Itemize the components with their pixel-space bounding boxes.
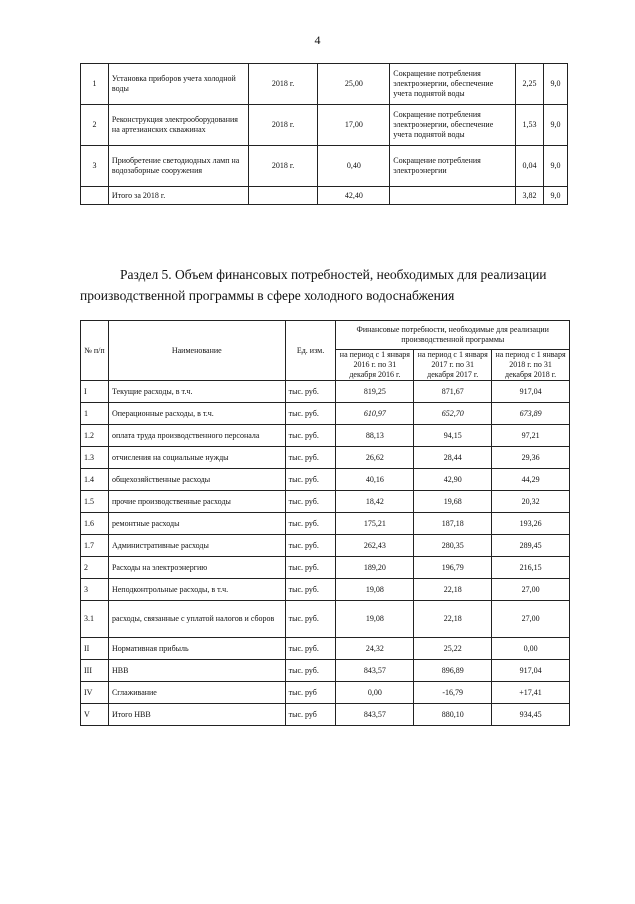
cell-unit: тыс. руб. — [285, 469, 336, 491]
table-row — [81, 579, 570, 601]
cell-b: 187,18 — [414, 513, 492, 535]
cell-name: Установка приборов учета холодной воды — [108, 64, 248, 105]
cell-num: 1.2 — [81, 425, 109, 447]
cell-b: -16,79 — [414, 682, 492, 704]
cell-unit: тыс. руб. — [285, 513, 336, 535]
header-period-2018: на период с 1 января 2018 г. по 31 декабря 2018 г. — [492, 350, 570, 381]
empty-cell — [81, 187, 109, 205]
table-row — [81, 146, 568, 187]
table-row — [81, 64, 568, 105]
cell-a: 24,32 — [336, 638, 414, 660]
cell-num: IV — [81, 682, 109, 704]
cell-cost: 17,00 — [318, 105, 390, 146]
cell-num: 1 — [81, 64, 109, 105]
cell-b: 94,15 — [414, 425, 492, 447]
cell-c: 0,00 — [492, 638, 570, 660]
cell-c: 97,21 — [492, 425, 570, 447]
cell-effect: Сокращение потребления электроэнергии, обеспечение учета поднятой воды — [390, 105, 516, 146]
cell-a: 0,00 — [336, 682, 414, 704]
cell-a: 18,42 — [336, 491, 414, 513]
cell-c: 27,00 — [492, 601, 570, 638]
cell-unit: тыс. руб. — [285, 425, 336, 447]
cell-name: НВВ — [108, 660, 285, 682]
financial-needs-table — [80, 320, 570, 726]
section-heading: Раздел 5. Объем финансовых потребностей, необходимых для реализации производственной программы в сфере холодного водоснабжения — [80, 267, 547, 303]
cell-b: 22,18 — [414, 601, 492, 638]
cell-unit: тыс. руб. — [285, 579, 336, 601]
cell-c: 20,32 — [492, 491, 570, 513]
cell-unit: тыс. руб. — [285, 535, 336, 557]
cell-num: 3 — [81, 579, 109, 601]
cell-c: 673,89 — [492, 403, 570, 425]
cell-b: 19,68 — [414, 491, 492, 513]
measures-table — [80, 63, 568, 205]
table-row — [81, 469, 570, 491]
cell-year: 2018 г. — [248, 105, 318, 146]
cell-v2: 9,0 — [543, 146, 567, 187]
table-row — [81, 638, 570, 660]
cell-c: 934,45 — [492, 704, 570, 726]
cell-num: V — [81, 704, 109, 726]
cell-b: 25,22 — [414, 638, 492, 660]
cell-name: Операционные расходы, в т.ч. — [108, 403, 285, 425]
table-row — [81, 660, 570, 682]
cell-cost: 0,40 — [318, 146, 390, 187]
table-row — [81, 682, 570, 704]
cell-unit: тыс. руб. — [285, 447, 336, 469]
cell-a: 843,57 — [336, 704, 414, 726]
cell-effect: Сокращение потребления электроэнергии — [390, 146, 516, 187]
cell-a: 189,20 — [336, 557, 414, 579]
cell-name: Реконструкция электрооборудования на артезианских скважинах — [108, 105, 248, 146]
table-row — [81, 105, 568, 146]
total-v2: 9,0 — [543, 187, 567, 205]
cell-num: II — [81, 638, 109, 660]
total-name: Итого за 2018 г. — [108, 187, 248, 205]
cell-unit: тыс. руб. — [285, 601, 336, 638]
cell-b: 42,90 — [414, 469, 492, 491]
cell-name: расходы, связанные с уплатой налогов и сборов — [108, 601, 285, 638]
cell-v1: 2,25 — [516, 64, 544, 105]
cell-num: III — [81, 660, 109, 682]
cell-num: 1.6 — [81, 513, 109, 535]
cell-name: Текущие расходы, в т.ч. — [108, 381, 285, 403]
cell-name: отчисления на социальные нужды — [108, 447, 285, 469]
cell-num: 1.3 — [81, 447, 109, 469]
cell-c: 917,04 — [492, 660, 570, 682]
cell-year: 2018 г. — [248, 146, 318, 187]
cell-num: 2 — [81, 557, 109, 579]
cell-b: 871,67 — [414, 381, 492, 403]
cell-cost: 25,00 — [318, 64, 390, 105]
page-number: 4 — [314, 33, 321, 47]
table-row — [81, 425, 570, 447]
cell-unit: тыс. руб. — [285, 491, 336, 513]
cell-unit: тыс. руб. — [285, 638, 336, 660]
header-group: Финансовые потребности, необходимые для реализации производственной программы — [336, 321, 570, 350]
table-row — [81, 557, 570, 579]
total-v1: 3,82 — [516, 187, 544, 205]
cell-name: оплата труда производственного персонала — [108, 425, 285, 447]
cell-c: 917,04 — [492, 381, 570, 403]
cell-name: прочие производственные расходы — [108, 491, 285, 513]
table-row — [81, 601, 570, 638]
cell-name: Сглаживание — [108, 682, 285, 704]
cell-a: 819,25 — [336, 381, 414, 403]
cell-b: 652,70 — [414, 403, 492, 425]
cell-b: 22,18 — [414, 579, 492, 601]
cell-unit: тыс. руб. — [285, 403, 336, 425]
cell-num: 3.1 — [81, 601, 109, 638]
cell-c: +17,41 — [492, 682, 570, 704]
cell-a: 175,21 — [336, 513, 414, 535]
header-num: № п/п — [81, 321, 109, 381]
cell-a: 843,57 — [336, 660, 414, 682]
cell-a: 262,43 — [336, 535, 414, 557]
cell-c: 44,29 — [492, 469, 570, 491]
cell-unit: тыс. руб — [285, 682, 336, 704]
table-row — [81, 491, 570, 513]
cell-a: 19,08 — [336, 601, 414, 638]
cell-c: 29,36 — [492, 447, 570, 469]
cell-b: 28,44 — [414, 447, 492, 469]
cell-name: Неподконтрольные расходы, в т.ч. — [108, 579, 285, 601]
cell-a: 40,16 — [336, 469, 414, 491]
table-row — [81, 447, 570, 469]
empty-cell — [390, 187, 516, 205]
cell-name: Расходы на электроэнергию — [108, 557, 285, 579]
cell-c: 27,00 — [492, 579, 570, 601]
cell-num: 2 — [81, 105, 109, 146]
cell-a: 26,62 — [336, 447, 414, 469]
cell-v1: 1,53 — [516, 105, 544, 146]
cell-year: 2018 г. — [248, 64, 318, 105]
table-row — [81, 403, 570, 425]
cell-name: Приобретение светодиодных ламп на водозаборные сооружения — [108, 146, 248, 187]
cell-b: 896,89 — [414, 660, 492, 682]
cell-num: 1.7 — [81, 535, 109, 557]
table-row — [81, 513, 570, 535]
cell-name: ремонтные расходы — [108, 513, 285, 535]
cell-unit: тыс. руб. — [285, 660, 336, 682]
cell-name: Итого НВВ — [108, 704, 285, 726]
cell-b: 196,79 — [414, 557, 492, 579]
cell-name: общехозяйственные расходы — [108, 469, 285, 491]
header-name: Наименование — [108, 321, 285, 381]
cell-c: 216,15 — [492, 557, 570, 579]
cell-a: 19,08 — [336, 579, 414, 601]
cell-a: 88,13 — [336, 425, 414, 447]
table-row — [81, 381, 570, 403]
cell-effect: Сокращение потребления электроэнергии, обеспечение учета поднятой воды — [390, 64, 516, 105]
table-row — [81, 535, 570, 557]
cell-unit: тыс. руб. — [285, 557, 336, 579]
cell-name: Административные расходы — [108, 535, 285, 557]
cell-b: 280,35 — [414, 535, 492, 557]
table-row — [81, 704, 570, 726]
cell-num: 1.5 — [81, 491, 109, 513]
cell-b: 880,10 — [414, 704, 492, 726]
header-period-2016: на период с 1 января 2016 г. по 31 декабря 2016 г. — [336, 350, 414, 381]
header-unit: Ед. изм. — [285, 321, 336, 381]
cell-v2: 9,0 — [543, 105, 567, 146]
cell-num: I — [81, 381, 109, 403]
cell-a: 610,97 — [336, 403, 414, 425]
cell-c: 289,45 — [492, 535, 570, 557]
header-period-2017: на период с 1 января 2017 г. по 31 декабря 2017 г. — [414, 350, 492, 381]
cell-v1: 0,04 — [516, 146, 544, 187]
cell-num: 3 — [81, 146, 109, 187]
empty-cell — [248, 187, 318, 205]
cell-c: 193,26 — [492, 513, 570, 535]
cell-name: Нормативная прибыль — [108, 638, 285, 660]
total-cost: 42,40 — [318, 187, 390, 205]
cell-v2: 9,0 — [543, 64, 567, 105]
cell-unit: тыс. руб. — [285, 381, 336, 403]
cell-num: 1.4 — [81, 469, 109, 491]
cell-unit: тыс. руб — [285, 704, 336, 726]
total-row — [81, 187, 568, 205]
cell-num: 1 — [81, 403, 109, 425]
